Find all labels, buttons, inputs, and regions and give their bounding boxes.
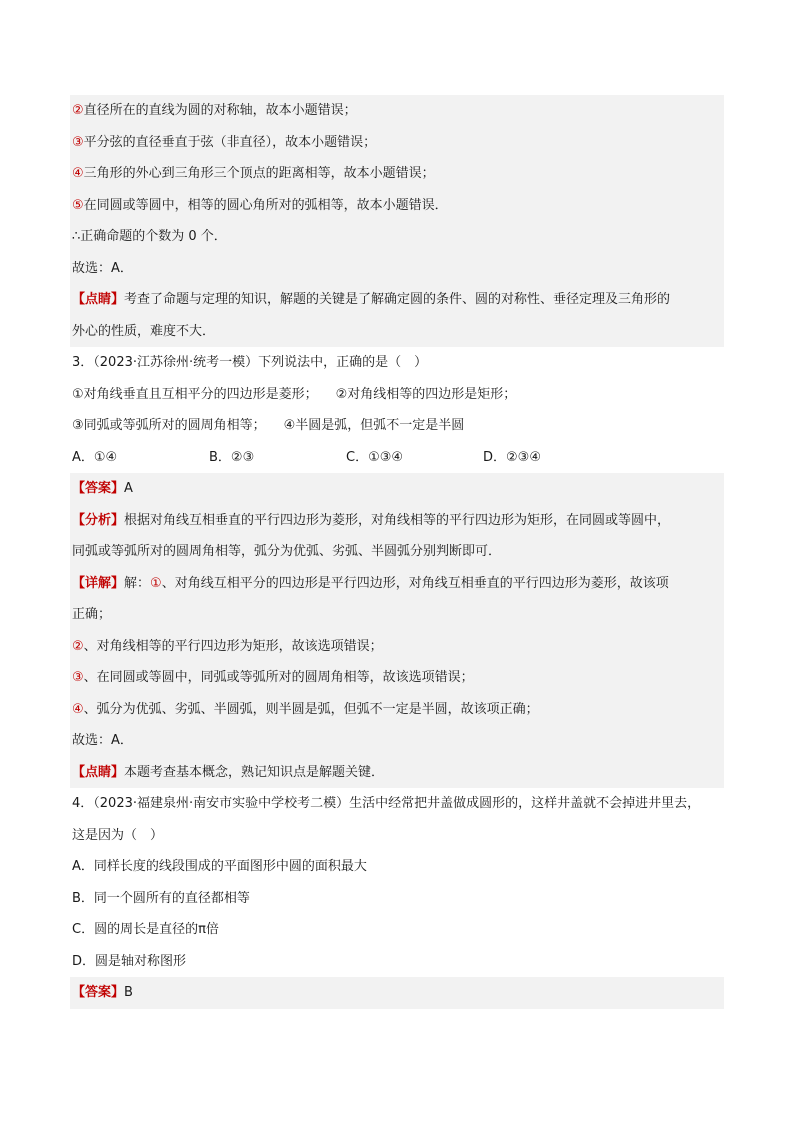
q4-option-d: D．圆是轴对称图形 [72, 953, 187, 969]
circled-number-2: ② [72, 638, 84, 654]
q3-choice: 故选：A． [70, 725, 724, 757]
q4-option-b: B．同一个圆所有的直径都相等 [72, 890, 250, 906]
q3-statement-3: ③同弧或等弧所对的圆周角相等； [72, 418, 266, 433]
page-content [70, 95, 724, 1009]
q4-stem-line-2: 这是因为（ ） [72, 827, 164, 843]
circled-number-4: ④ [72, 701, 84, 717]
circled-number-1: ① [150, 575, 162, 591]
q3-answer [70, 473, 724, 505]
q3-statements-row-1 [70, 379, 724, 411]
q3-detail-line-1 [70, 568, 724, 600]
q2-solution-text-3: 平分弦的直径垂直于弦（非直径），故本小题错误； [83, 134, 377, 150]
q2-comment-line-2: 外心的性质，难度不大． [70, 316, 724, 348]
q4-answer-value: B [124, 985, 133, 1000]
q2-solution-line-5 [70, 190, 724, 222]
q2-solution-text-5: 在同圆或等圆中，相等的圆心角所对的弧相等，故本小题错误． [83, 197, 448, 213]
q3-statements-row-2 [70, 410, 724, 442]
q2-solution-line-2 [70, 95, 724, 127]
q3-detail-text-1: 、对角线互相平分的四边形是平行四边形，对角线互相垂直的平行四边形为菱形，故该项 [161, 575, 669, 591]
q2-solution-text-4: 三角形的外心到三角形三个顶点的距离相等，故本小题错误； [83, 166, 435, 181]
q2-solution-line-3 [70, 127, 724, 159]
comment-tag: 【点睛】 [72, 292, 125, 307]
q3-detail-text-4: 、弧分为优弧、劣弧、半圆弧，则半圆是弧，但弧不一定是半圆，故该项正确； [83, 701, 539, 717]
q3-analysis-text-1: 根据对角线互相垂直的平行四边形为菱形，对角线相等的平行四边形为矩形，在同圆或等圆中， [124, 512, 671, 528]
comment-tag: 【点睛】 [72, 764, 125, 780]
q4-option-a: A．同样长度的线段围成的平面图形中圆的面积最大 [72, 859, 367, 874]
q2-solution-text-2: 直径所在的直线为圆的对称轴，故本小题错误； [83, 103, 357, 118]
circled-number-2: ② [72, 103, 84, 118]
q3-option-c: C．①③④ [346, 449, 404, 465]
q4-stem-line-1: 4．（2023·福建泉州·南安市实验中学校考二模）生活中经常把井盖做成圆形的，这样井盖就不会掉进井里去， [72, 796, 701, 811]
circled-number-3: ③ [72, 134, 84, 150]
q3-detail-text-3: 、在同圆或等圆中，同弧或等弧所对的圆周角相等，故该选项错误； [83, 670, 474, 685]
answer-tag: 【答案】 [72, 481, 125, 496]
q3-analysis-line-1 [70, 505, 724, 537]
q3-option-a: A．①④ [72, 449, 118, 465]
q3-detail-line-3 [70, 631, 724, 663]
q3-detail-line-4 [70, 662, 724, 694]
q3-options [70, 442, 724, 474]
q2-comment-text-1: 考查了命题与定理的知识，解题的关键是了解确定圆的条件、圆的对称性、垂径定理及三角形的 [124, 292, 671, 307]
q2-solution-line-4 [70, 158, 724, 190]
q3-stem: 3．（2023·江苏徐州·统考一模）下列说法中，正确的是（ ） [72, 355, 428, 370]
q2-choice: 故选：A． [70, 253, 724, 285]
analysis-tag: 【分析】 [72, 512, 125, 528]
q3-statement-2: ②对角线相等的四边形是矩形； [335, 386, 517, 402]
q2-conclusion: ∴正确命题的个数为 0 个． [70, 221, 724, 253]
circled-number-4: ④ [72, 166, 84, 181]
q3-statement-4: ④半圆是弧，但弧不一定是半圆 [283, 418, 465, 433]
q3-detail-prefix: 解： [124, 575, 151, 591]
q3-option-b: B．②③ [209, 449, 255, 465]
q3-comment-text: 本题考查基本概念，熟记知识点是解题关键． [124, 764, 385, 780]
detail-tag: 【详解】 [72, 575, 125, 591]
q4-option-c: C．圆的周长是直径的π倍 [72, 922, 219, 937]
q2-comment-line-1 [70, 284, 724, 316]
circled-number-5: ⑤ [72, 197, 84, 213]
answer-tag: 【答案】 [72, 985, 125, 1000]
q3-detail-text-2: 、对角线相等的平行四边形为矩形，故该选项错误； [83, 638, 383, 654]
q3-detail-line-5 [70, 694, 724, 726]
q3-comment [70, 757, 724, 789]
q3-detail-line-2: 正确； [70, 599, 724, 631]
q3-analysis-line-2: 同弧或等弧所对的圆周角相等，弧分为优弧、劣弧、半圆弧分别判断即可． [70, 536, 724, 568]
q3-answer-value: A [124, 481, 133, 496]
q3-option-d: D．②③④ [483, 449, 541, 465]
q3-statement-1: ①对角线垂直且互相平分的四边形是菱形； [72, 386, 318, 402]
q4-answer [70, 977, 724, 1009]
circled-number-3: ③ [72, 670, 84, 685]
